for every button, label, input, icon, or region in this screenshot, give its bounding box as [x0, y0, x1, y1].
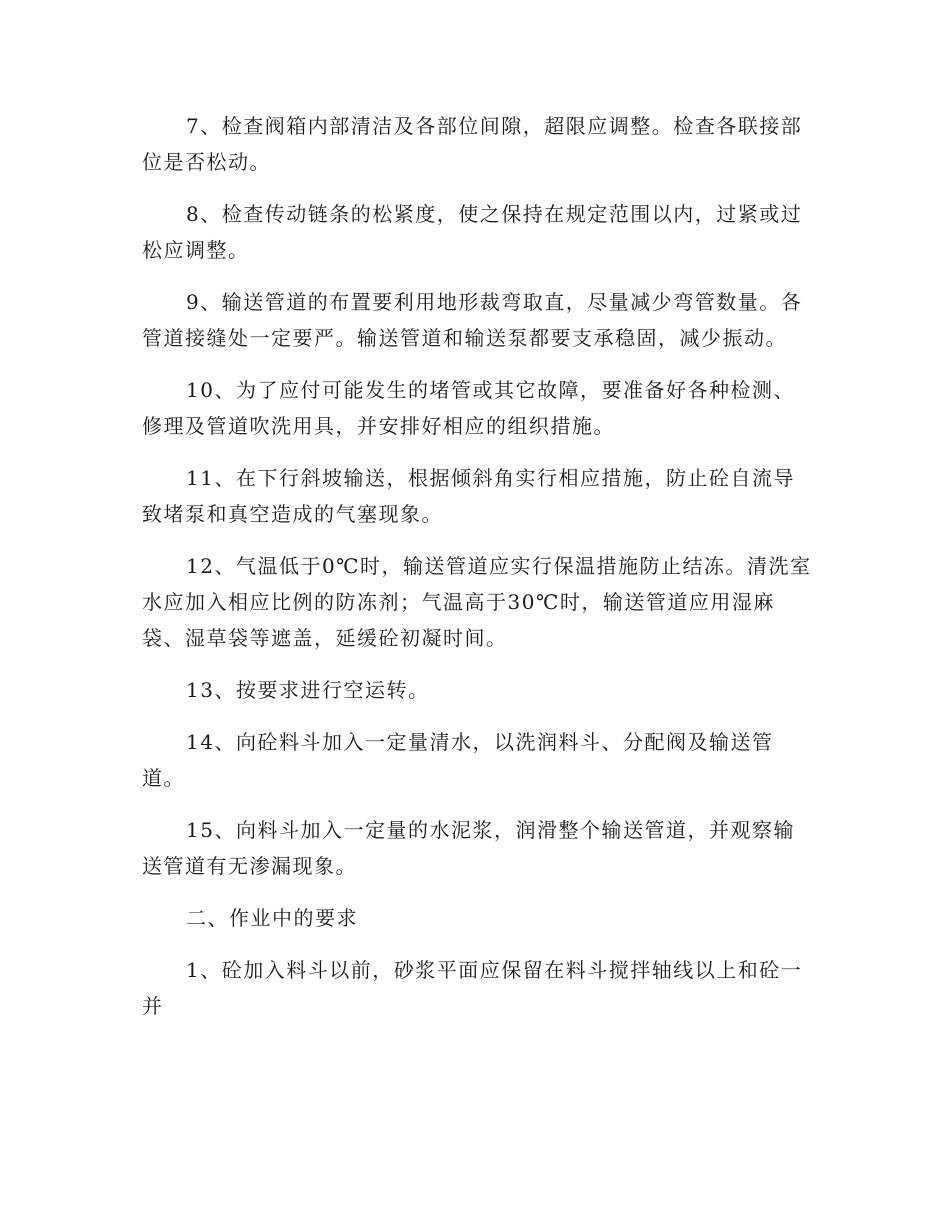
paragraph-item-14: 14、向砼料斗加入一定量清水，以洗润料斗、分配阀及输送管 道。 — [142, 730, 774, 790]
paragraph-item-13: 13、按要求进行空运转。 — [186, 678, 430, 702]
paragraph-item-10: 10、为了应付可能发生的堵管或其它故障，要准备好各种检测、 修理及管道吹洗用具，并安排好相应的组织措施。 — [142, 378, 795, 438]
paragraph-item-8: 8、检查传动链条的松紧度，使之保持在规定范围以内，过紧或过 松应调整。 — [142, 202, 803, 262]
paragraph-item-1: 1、砼加入料斗以前，砂浆平面应保留在料斗搅拌轴线以上和砼一 并 — [142, 958, 803, 1018]
paragraph-item-15: 15、向料斗加入一定量的水泥浆，润滑整个输送管道，并观察输 送管道有无渗漏现象。 — [142, 818, 795, 878]
section-heading: 二、作业中的要求 — [186, 906, 358, 930]
paragraph-item-11: 11、在下行斜坡输送，根据倾斜角实行相应措施，防止砼自流导 致堵泵和真空造成的气塞现象。 — [142, 466, 795, 526]
document-body — [142, 108, 814, 1040]
paragraph-item-12: 12、气温低于0℃时，输送管道应实行保温措施防止结冻。清洗室 水应加入相应比例的防冻剂；气温高于30℃时，输送管道应用湿麻 袋、湿草袋等遮盖，延缓砼初凝时间。 — [142, 554, 812, 650]
paragraph-item-7: 7、检查阀箱内部清洁及各部位间隙，超限应调整。检查各联接部 位是否松动。 — [142, 114, 803, 174]
paragraph-item-9: 9、输送管道的布置要利用地形裁弯取直，尽量减少弯管数量。各 管道接缝处一定要严。输送管道和输送泵都要支承稳固，减少振动。 — [142, 290, 803, 350]
